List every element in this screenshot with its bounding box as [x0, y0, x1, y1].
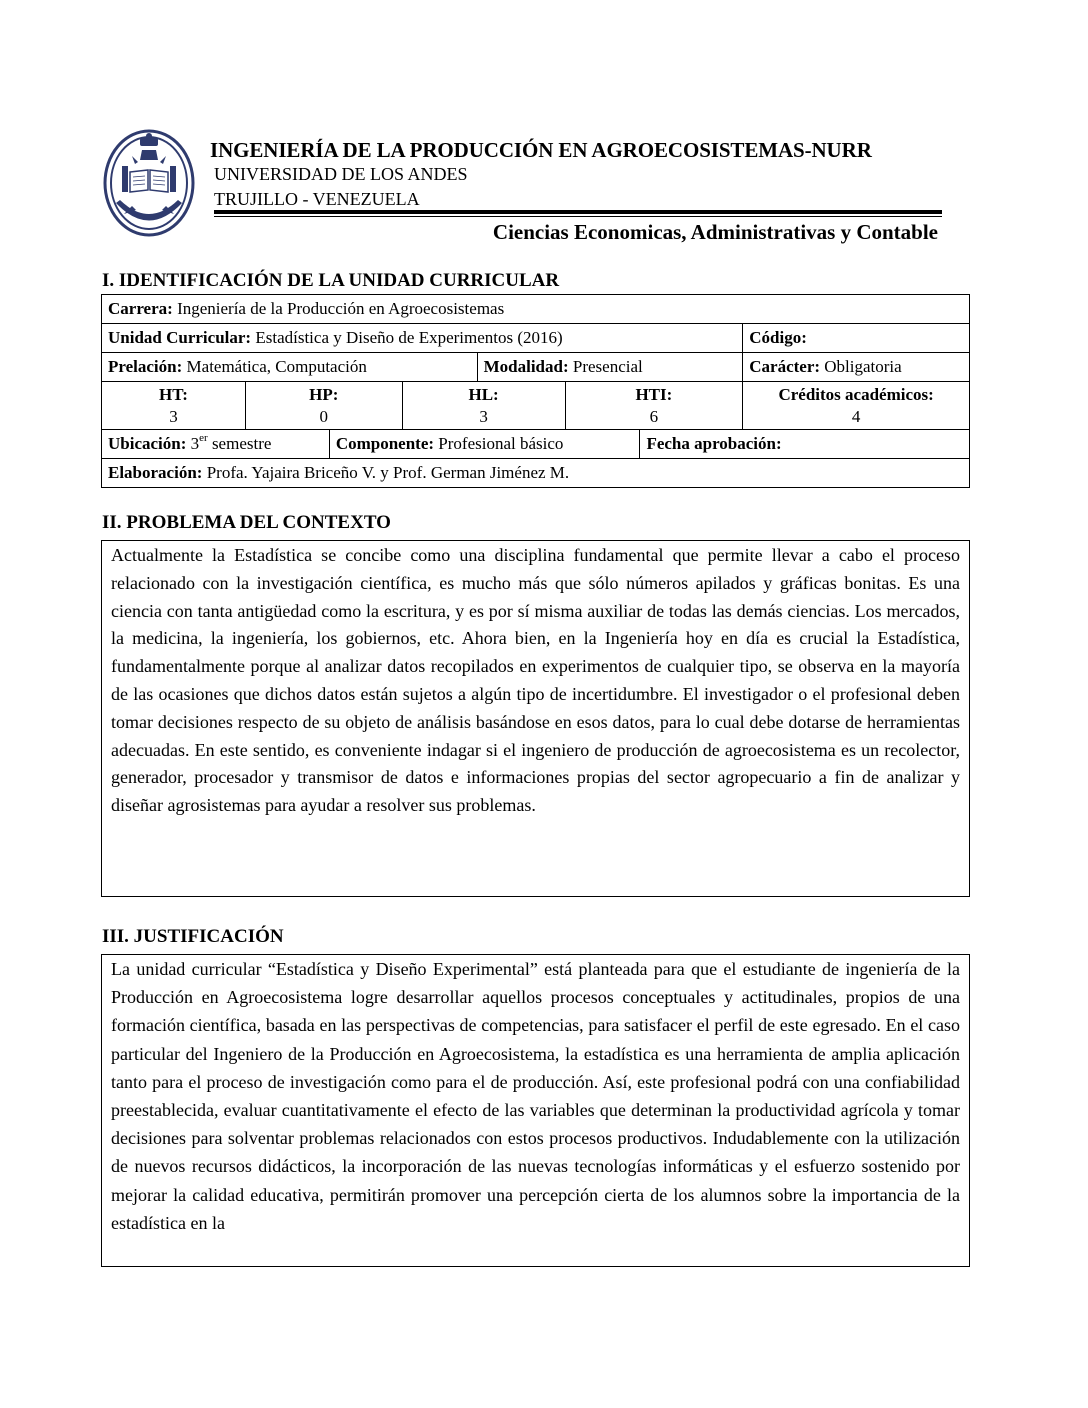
- modalidad-value: Presencial: [568, 357, 643, 376]
- unidad-label: Unidad Curricular:: [108, 328, 252, 347]
- fecha-cell: [640, 430, 970, 459]
- carrera-cell: [102, 295, 970, 324]
- table-row-carrera: [102, 295, 970, 324]
- creditos-label: Créditos académicos:: [778, 384, 934, 404]
- identification-table: [101, 294, 970, 488]
- university-location: TRUJILLO - VENEZUELA: [214, 189, 420, 209]
- codigo-label: Código:: [749, 328, 807, 347]
- modalidad-label: Modalidad:: [483, 357, 569, 376]
- ubicacion-rest: semestre: [207, 434, 272, 453]
- justificacion-text-box: [101, 954, 970, 1267]
- modalidad-cell: [477, 353, 743, 382]
- caracter-label: Carácter:: [749, 357, 821, 376]
- hti-value: 6: [649, 406, 659, 426]
- unidad-cell: [102, 324, 743, 353]
- hl-value: 3: [479, 406, 488, 426]
- ubicacion-number: 3: [186, 434, 200, 453]
- fecha-aprobacion-label: Fecha aprobación:: [646, 434, 782, 453]
- section-heading-identificacion: I. IDENTIFICACIÓN DE LA UNIDAD CURRICULAR: [102, 270, 560, 291]
- section-heading-justificacion: III. JUSTIFICACIÓN: [102, 926, 284, 947]
- creditos-value: 4: [851, 406, 861, 426]
- ht-label: HT:: [158, 384, 188, 404]
- componente-value: Profesional básico: [434, 434, 564, 453]
- elaboracion-value: Profa. Yajaira Briceño V. y Prof. German Jiménez M.: [202, 463, 570, 482]
- problema-text-box: [101, 540, 970, 897]
- componente-label: Componente:: [335, 434, 435, 453]
- hl-cell: [402, 382, 565, 430]
- table-row-hours: [102, 382, 970, 430]
- hp-value: 0: [319, 406, 329, 426]
- prelacion-value: Matemática, Computación: [182, 357, 367, 376]
- ht-cell: [102, 382, 246, 430]
- prelacion-label: Prelación:: [108, 357, 183, 376]
- university-seal-icon: [102, 128, 196, 238]
- university-name: UNIVERSIDAD DE LOS ANDES: [214, 164, 468, 184]
- hp-label: HP:: [309, 384, 339, 404]
- justificacion-paragraph: La unidad curricular “Estadística y Diseño Experimental” está planteada para que el estudiante de ingeniería de la Producción en Agroecosistema logre desarrollar aquellos procesos conceptuales y actitudinales, propios de una formación científica, basada en las perspectivas de competencias, para satisfacer el perfil de este egresado. En el caso particular del Ingeniero de la Producción en Agroecosistema, la estadística es una herramienta de amplia aplicación tanto para el proceso de investigación como para el de producción. Así, este profesional podrá con una confiabilidad preestablecida, evaluar cuantitativamente el efecto de las variables que determinan la productividad agrícola y tomar decisiones para solventar problemas relacionados con estos procesos productivos. Indudablemente con la utilización de nuevos recursos didácticos, la incorporación de las nuevas tecnologías informáticas y el esfuerzo sostenido por mejorar la calidad educativa, permitirán promover una percepción cierta de los alumnos sobre la importancia de la estadística en la: [111, 959, 960, 1233]
- hti-label: HTI:: [635, 384, 673, 404]
- table-row-prelacion: [102, 353, 970, 382]
- carrera-value: Ingeniería de la Producción en Agroecosistemas: [172, 299, 505, 318]
- carrera-label: Carrera:: [108, 299, 173, 318]
- hp-cell: [245, 382, 402, 430]
- ubicacion-label: Ubicación:: [108, 434, 187, 453]
- elaboracion-label: Elaboración:: [108, 463, 203, 482]
- section-heading-problema: II. PROBLEMA DEL CONTEXTO: [102, 512, 391, 533]
- ubicacion-cell: [102, 430, 330, 459]
- table-row-unidad: [102, 324, 970, 353]
- header-rule-thick: [214, 210, 942, 214]
- codigo-cell: [743, 324, 970, 353]
- faculty-name: Ciencias Economicas, Administrativas y Contable: [492, 220, 938, 244]
- unidad-value: Estadística y Diseño de Experimentos (2016): [251, 328, 563, 347]
- caracter-value: Obligatoria: [820, 357, 902, 376]
- componente-cell: [329, 430, 640, 459]
- ubicacion-superscript: er: [199, 432, 208, 444]
- creditos-cell: [743, 382, 970, 430]
- caracter-cell: [743, 353, 970, 382]
- hti-cell: [565, 382, 743, 430]
- prelacion-cell: [102, 353, 478, 382]
- hl-label: HL:: [468, 384, 499, 404]
- ht-value: 3: [169, 406, 178, 426]
- elaboracion-cell: [102, 459, 970, 488]
- program-title: INGENIERÍA DE LA PRODUCCIÓN EN AGROECOSISTEMAS-NURR: [210, 138, 872, 162]
- table-row-ubicacion: [102, 430, 970, 459]
- header-rule-thin: [214, 216, 942, 217]
- table-row-elaboracion: [102, 459, 970, 488]
- problema-paragraph: Actualmente la Estadística se concibe como una disciplina fundamental que permite llevar a cabo el proceso relacionado con la investigación científica, es mucho más que sólo números apilados y gráficas bonitas. Es una ciencia con tanta antigüedad como la escritura, y es por sí misma auxiliar de todas las demás ciencias. Los mercados, la medicina, la ingeniería, los gobiernos, etc. Ahora bien, en la Ingeniería hoy en día es crucial la Estadística, fundamentalmente porque al analizar datos recopilados en experimentos de cualquier tipo, se observa en la mayoría de las ocasiones que dichos datos están sujetos a algún tipo de incertidumbre. El investigador o el profesional deben tomar decisiones respecto de su objeto de análisis basándose en esos datos, para lo cual debe dotarse de herramientas adecuadas. En este sentido, es conveniente indagar si el ingeniero de producción de agroecosistema es un recolector, generador, procesador y transmisor de datos e informaciones propias del sector agropecuario a fin de analizar y diseñar agrosistemas para ayudar a resolver sus problemas.: [111, 545, 960, 816]
